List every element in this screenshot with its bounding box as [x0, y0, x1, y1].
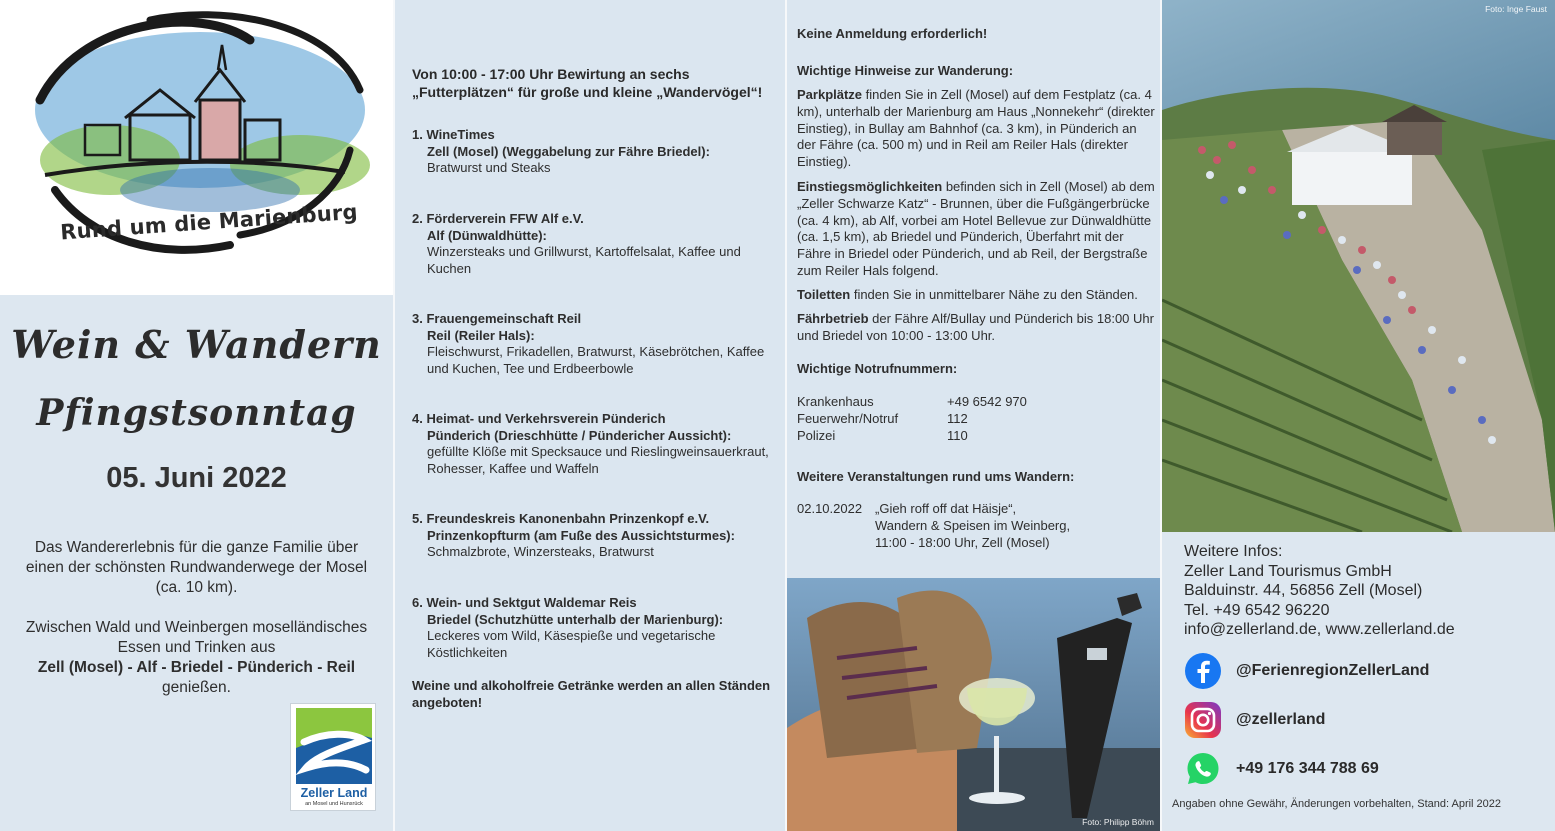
- whatsapp-row: [1184, 750, 1379, 788]
- facebook-handle: @FerienregionZellerLand: [1236, 662, 1430, 679]
- station-food: Schmalzbrote, Winzersteaks, Bratwurst: [427, 544, 654, 559]
- events-title: Weitere Veranstaltungen rund ums Wandern:: [797, 469, 1075, 484]
- toilets-info: [797, 287, 1157, 304]
- station-location: Reil (Reiler Hals):: [427, 327, 535, 343]
- brand-name: Zeller Land: [300, 786, 368, 800]
- disclaimer: Angaben ohne Gewähr, Änderungen vorbehalten, Stand: April 2022: [1172, 798, 1502, 810]
- logo-caption: Rund um die Marienburg: [59, 199, 359, 245]
- station-title: 2. Förderverein FFW Alf e.V.: [412, 211, 584, 226]
- station-location: Prinzenkopfturm (am Fuße des Aussichtsturmes):: [427, 527, 735, 543]
- intro-places-post: genießen.: [162, 679, 231, 696]
- event-item: [797, 501, 1157, 551]
- no-registration: Keine Anmeldung erforderlich!: [797, 26, 988, 41]
- ferry-info: [797, 311, 1157, 345]
- info-line: Zeller Land Tourismus GmbH: [1184, 562, 1392, 580]
- parking-text: finden Sie in Zell (Mosel) auf dem Festplatz (ca. 4 km), unterhalb der Marienburg am Haus „Nonnekehr“ (direkter Einstieg), in Bullay am Bahnhof (ca. 3 km), in Pünderich an der Fähre (ca. 500 m) und in Reil am Reiler Hals (direkter Einstieg).: [797, 87, 1155, 170]
- instagram-row: [1184, 701, 1325, 739]
- info-line: Balduinstr. 44, 56856 Zell (Mosel): [1184, 582, 1423, 599]
- photo-credit-boots: Foto: Philipp Böhm: [1082, 817, 1154, 827]
- event-line: 11:00 - 18:00 Uhr, Zell (Mosel): [875, 534, 1050, 550]
- event-date: 05. Juni 2022: [106, 462, 287, 494]
- station-food: Winzersteaks und Grillwurst, Kartoffelsalat, Kaffee und Kuchen: [427, 244, 741, 276]
- whatsapp-icon: [1184, 750, 1222, 788]
- info-line: info@zellerland.de, www.zellerland.de: [1184, 621, 1455, 638]
- hints-panel: [785, 0, 1160, 831]
- station-location: Briedel (Schutzhütte unterhalb der Marienburg):: [427, 611, 724, 627]
- info-line: Weitere Infos:: [1184, 543, 1283, 560]
- parking-label: Parkplätze: [797, 87, 863, 102]
- station-item: [412, 127, 772, 177]
- stations-panel: [393, 0, 785, 831]
- station-title: 3. Frauengemeinschaft Reil: [412, 311, 582, 326]
- parking-info: [797, 87, 1157, 171]
- marienburg-logo: [0, 0, 393, 295]
- entry-text: befinden sich in Zell (Mosel) ab dem „Zeller Schwarze Katz“ - Brunnen, über die Fußgängerbrücke (ca. 4 km), ab Alf, vorbei am Hotel Bellevue zur Dünwaldhütte (ca. 1,5 km), ab Briedel und Pünderich, Überfahrt mit der Fähre in Briedel oder Pünderich, und ab Reil, der Bergstraße zum Reiler Hals folgend.: [797, 179, 1155, 278]
- intro-places-pre: Zwischen Wald und Weinbergen moselländisches Essen und Trinken aus: [25, 619, 368, 656]
- station-location: Alf (Dünwaldhütte):: [427, 227, 547, 243]
- intro-places-bold: Zell (Mosel) - Alf - Briedel - Pünderich - Reil: [37, 659, 356, 676]
- emergency-name: Feuerwehr/Notruf: [797, 410, 899, 426]
- intro-text: Das Wandererlebnis für die ganze Familie über einen der schönsten Rundwanderwege der Mosel (ca. 10 km).: [25, 539, 368, 596]
- emergency-list: [797, 394, 1157, 444]
- station-food: gefüllte Klöße mit Specksauce und Rieslingweinsauerkraut, Rohesser, Kaffee und Waffeln: [427, 444, 769, 476]
- station-food: Bratwurst und Steaks: [427, 160, 551, 175]
- emergency-number: 112: [947, 410, 968, 426]
- toilets-label: Toiletten: [797, 287, 851, 302]
- event-line: Wandern & Speisen im Weinberg,: [875, 517, 1071, 533]
- brand-sub: an Mosel und Hunsrück: [305, 801, 363, 807]
- event-date: 02.10.2022: [797, 501, 863, 516]
- ferry-label: Fährbetrieb: [797, 311, 869, 326]
- hints-title: Wichtige Hinweise zur Wanderung:: [797, 63, 1014, 78]
- emergency-number: 110: [947, 427, 968, 443]
- info-line: Tel. +49 6542 96220: [1184, 601, 1330, 619]
- cover-panel: [0, 0, 393, 831]
- station-food: Fleischwurst, Frikadellen, Bratwurst, Käsebrötchen, Kaffee und Kuchen, Tee und Erdbeerbowle: [427, 344, 765, 376]
- stations-headline: Von 10:00 - 17:00 Uhr Bewirtung an sechs „Futterplätzen“ für große und kleine „Wandervögel“!: [412, 66, 763, 100]
- emergency-row: [797, 411, 1157, 428]
- station-item: [412, 411, 772, 477]
- station-title: 6. Wein- und Sektgut Waldemar Reis: [412, 595, 637, 610]
- station-title: 5. Freundeskreis Kanonenbahn Prinzenkopf e.V.: [412, 511, 710, 526]
- zeller-land-emblem: [296, 708, 372, 784]
- marienburg-illustration: [0, 0, 393, 295]
- contact-panel: [1160, 0, 1555, 831]
- emergency-name: Polizei: [797, 427, 836, 443]
- entry-info: [797, 179, 1157, 280]
- emergency-row: [797, 428, 1157, 445]
- whatsapp-number: +49 176 344 788 69: [1236, 760, 1379, 777]
- emergency-title: Wichtige Notrufnummern:: [797, 361, 958, 376]
- station-item: [412, 211, 772, 277]
- station-location: Zell (Mosel) (Weggabelung zur Fähre Briedel):: [427, 143, 710, 159]
- photo-credit-vineyard: Foto: Inge Faust: [1485, 4, 1547, 14]
- facebook-row: [1184, 652, 1429, 690]
- ferry-text: der Fähre Alf/Bullay und Pünderich bis 18:00 Uhr und Briedel von 10:00 - 13:00 Uhr.: [797, 311, 1154, 343]
- intro-places: [15, 618, 378, 698]
- title-wein-wandern: Wein & Wandern: [11, 322, 382, 367]
- zeller-land-logo: [290, 703, 376, 811]
- emergency-name: Krankenhaus: [797, 394, 874, 409]
- station-item: [412, 311, 772, 377]
- instagram-handle: @zellerland: [1236, 711, 1326, 728]
- station-item: [412, 511, 772, 561]
- toilets-text: finden Sie in unmittelbarer Nähe zu den Ständen.: [853, 287, 1138, 302]
- title-pfingstsonntag: Pfingstsonntag: [36, 392, 357, 434]
- station-item: [412, 595, 772, 661]
- event-line: „Gieh roff off dat Häisje“,: [875, 501, 1017, 516]
- emergency-row: [797, 394, 1157, 411]
- station-location: Pünderich (Drieschhütte / Pündericher Aussicht):: [427, 427, 732, 443]
- instagram-icon: [1184, 701, 1222, 739]
- station-title: 4. Heimat- und Verkehrsverein Pünderich: [412, 411, 666, 426]
- vineyard-photo: [1162, 0, 1555, 532]
- facebook-icon: [1184, 652, 1222, 690]
- hiking-boots-photo: [787, 578, 1160, 831]
- drinks-note: Weine und alkoholfreie Getränke werden an allen Ständen angeboten!: [412, 678, 771, 710]
- emergency-number: +49 6542 970: [947, 394, 1027, 409]
- contact-info: [1184, 542, 1544, 640]
- station-food: Leckeres vom Wild, Käsespieße und vegetarische Köstlichkeiten: [427, 628, 716, 660]
- station-title: 1. WineTimes: [412, 127, 495, 142]
- entry-label: Einstiegsmöglichkeiten: [797, 179, 943, 194]
